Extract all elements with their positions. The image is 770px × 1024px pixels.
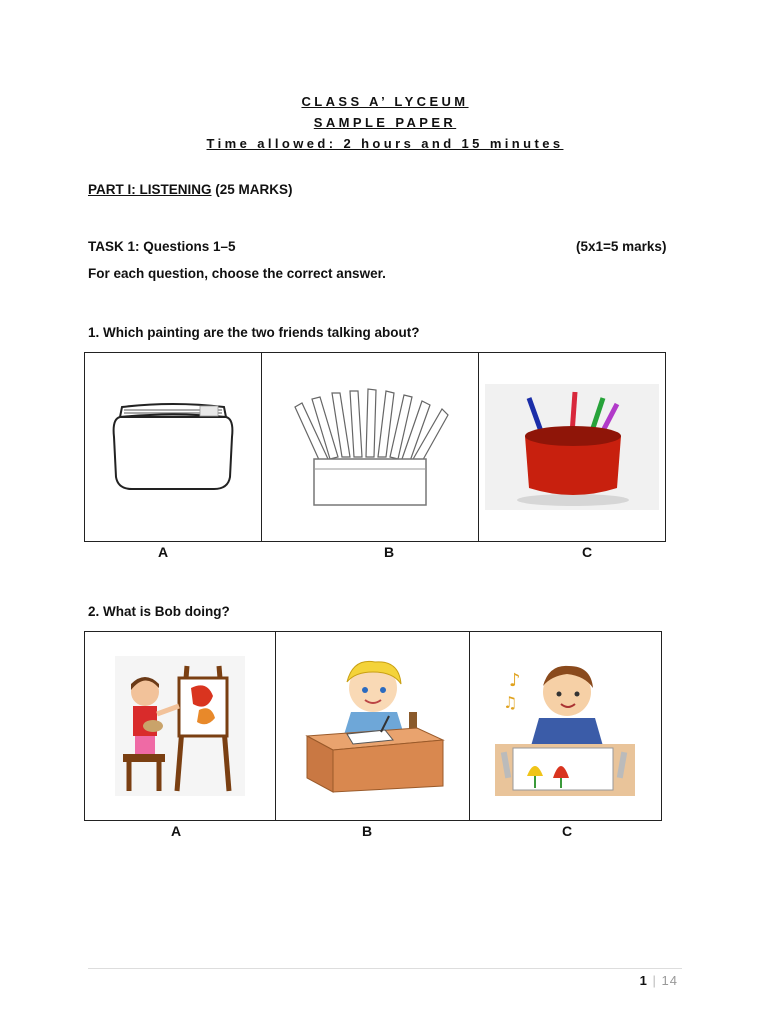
boy-painting-easel-icon: [115, 656, 245, 796]
q2-option-c-label: C: [562, 823, 573, 839]
part-marks: (25 MARKS): [211, 182, 293, 197]
pencils-in-jar-icon: [290, 387, 450, 507]
question-2-text: 2. What is Bob doing?: [88, 604, 230, 619]
q1-option-a-cell[interactable]: [85, 353, 262, 542]
footer-divider: [88, 968, 682, 969]
page-current: 1: [639, 973, 648, 988]
task-title: TASK 1: Questions 1–5: [88, 239, 236, 254]
task-instruction: For each question, choose the correct answer.: [88, 266, 386, 281]
header-sample-paper: SAMPLE PAPER: [313, 115, 457, 130]
page-number: [640, 973, 678, 988]
header-class-title: CLASS A’ LYCEUM: [301, 94, 469, 109]
boy-drawing-desk-icon: [297, 656, 447, 796]
q1-option-b-label: B: [384, 544, 395, 560]
part-heading: [88, 182, 293, 197]
question-1-text: 1. Which painting are the two friends talking about?: [88, 325, 420, 340]
q2-option-c-cell[interactable]: [469, 632, 661, 821]
q1-option-b-cell[interactable]: [262, 353, 479, 542]
page-total: 14: [661, 973, 678, 988]
q1-option-a-label: A: [158, 544, 169, 560]
q2-option-a-label: A: [171, 823, 182, 839]
task-marks: (5x1=5 marks): [576, 239, 667, 254]
q1-option-c-label: C: [582, 544, 593, 560]
part-title: PART I: LISTENING: [88, 182, 212, 197]
svg-text:♫: ♫: [503, 693, 518, 712]
header-time-allowed: Time allowed: 2 hours and 15 minutes: [206, 136, 564, 151]
q1-option-c-cell[interactable]: [479, 353, 666, 542]
boy-coloring-crayons-icon: [495, 656, 635, 796]
pencils-in-red-cup-icon: [485, 384, 659, 510]
empty-jar-icon: [108, 397, 238, 497]
q2-option-b-cell[interactable]: [276, 632, 469, 821]
q2-option-a-cell[interactable]: [85, 632, 276, 821]
svg-text:♪: ♪: [509, 670, 521, 691]
question-1-options: [84, 352, 666, 542]
question-2-options: [84, 631, 662, 821]
page-separator: |: [652, 973, 657, 988]
q2-option-b-label: B: [362, 823, 373, 839]
